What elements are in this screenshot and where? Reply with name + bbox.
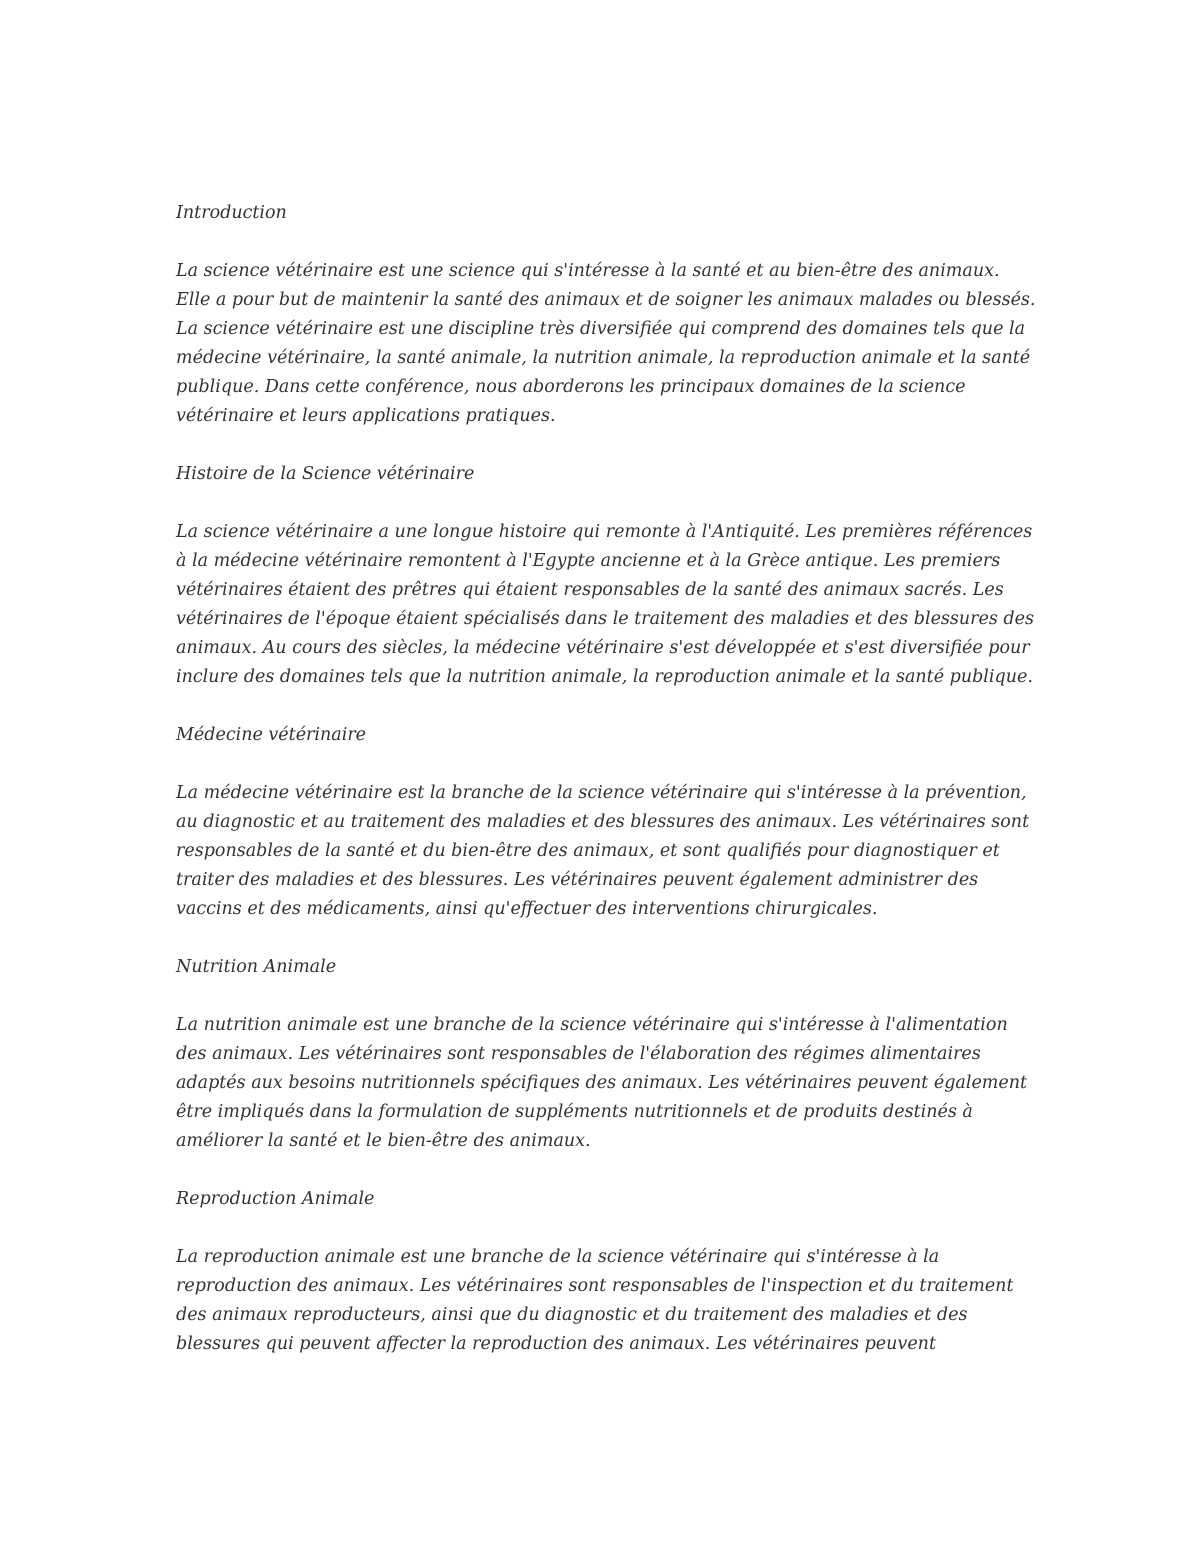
document-body [176, 199, 1036, 1388]
section-paragraph-reproduction: La reproduction animale est une branche de la science vétérinaire qui s'intéresse à la reproduction des animaux. Les vétérinaires sont responsables de l'inspection et du traitement des animaux reproducteurs, ainsi que du diagnostic et du traitement des maladies et des blessures qui peuvent affecter la reproduction des animaux. Les vétérinaires peuvent [176, 1247, 1014, 1354]
section-paragraph-medecine: La médecine vétérinaire est la branche de la science vétérinaire qui s'intéresse à la prévention, au diagnostic et au traitement des maladies et des blessures des animaux. Les vétérinaires sont responsables de la santé et du bien-être des animaux, et sont qualifiés pour diagnostiquer et traiter des maladies et des blessures. Les vétérinaires peuvent également administrer des vaccins et des médicaments, ainsi qu'effectuer des interventions chirurgicales. [176, 783, 1030, 919]
section-paragraph-histoire: La science vétérinaire a une longue histoire qui remonte à l'Antiquité. Les premières références à la médecine vétérinaire remontent à l'Egypte ancienne et à la Grèce antique. Les premiers vétérinaires étaient des prêtres qui étaient responsables de la santé des animaux sacrés. Les vétérinaires de l'époque étaient spécialisés dans le traitement des maladies et des blessures des animaux. Au cours des siècles, la médecine vétérinaire s'est développée et s'est diversifiée pour inclure des domaines tels que la nutrition animale, la reproduction animale et la santé publique. [176, 522, 1034, 687]
section-heading-reproduction: Reproduction Animale [176, 1189, 375, 1209]
section-heading-introduction: Introduction [176, 203, 287, 223]
section-heading-histoire: Histoire de la Science vétérinaire [176, 464, 475, 484]
section-heading-medecine: Médecine vétérinaire [176, 725, 367, 745]
section-paragraph-nutrition: La nutrition animale est une branche de la science vétérinaire qui s'intéresse à l'alimentation des animaux. Les vétérinaires sont responsables de l'élaboration des régimes alimentaires adaptés aux besoins nutritionnels spécifiques des animaux. Les vétérinaires peuvent également être impliqués dans la formulation de suppléments nutritionnels et de produits destinés à améliorer la santé et le bien-être des animaux. [176, 1015, 1028, 1151]
section-paragraph-introduction: La science vétérinaire est une science qui s'intéresse à la santé et au bien-être des animaux. Elle a pour but de maintenir la santé des animaux et de soigner les animaux malades ou blessés. La science vétérinaire est une discipline très diversifiée qui comprend des domaines tels que la médecine vétérinaire, la santé animale, la nutrition animale, la reproduction animale et la santé publique. Dans cette conférence, nous aborderons les principaux domaines de la science vétérinaire et leurs applications pratiques. [176, 261, 1036, 426]
section-heading-nutrition: Nutrition Animale [176, 957, 337, 977]
